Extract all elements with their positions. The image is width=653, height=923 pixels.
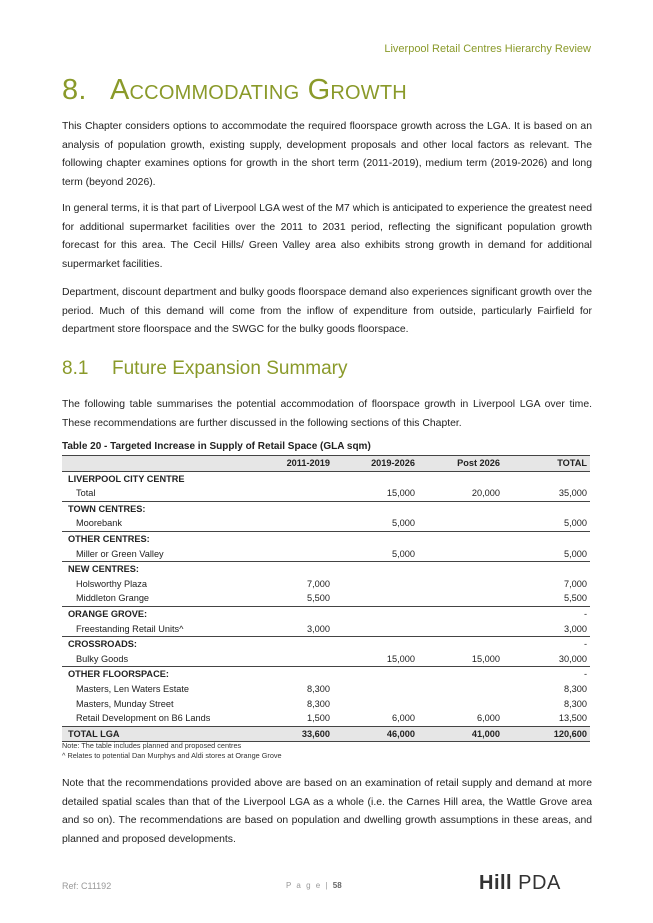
- value-cell: 5,000: [392, 548, 415, 559]
- group-total-cell: [503, 531, 590, 546]
- value-cell: [418, 516, 503, 531]
- table-row: [62, 516, 590, 531]
- value-cell: 5,000: [564, 548, 587, 559]
- intro-paragraph-2: In general terms, it is that part of Liverpool LGA west of the M7 which is anticipated to experience the greatest need for additional supermarket facilities over the 2011 to 2031 period, reflecting the significant population growth forecast for this area. The Cecil Hills/ Green Valley area also exhibits strong growth in demand for additional supermarket facilities.: [62, 203, 592, 270]
- table-group-row: [62, 667, 590, 682]
- empty-cell: [418, 531, 503, 546]
- value-cell: 7,000: [307, 578, 330, 589]
- table-row: [62, 622, 590, 637]
- empty-cell: [248, 637, 333, 652]
- group-total-cell: -: [503, 637, 590, 652]
- hill-pda-logo: [479, 872, 561, 895]
- table-group-row: [62, 562, 590, 577]
- value-cell: [418, 622, 503, 637]
- footer-page-number: [286, 881, 342, 890]
- intro-paragraph-1: This Chapter considers options to accommodate the required floorspace growth across the LGA. It is based on an analysis of population growth, existing supply, development proposals and other local factors as relevant. The following chapter examines options for growth in the short term (2011-2019), medium term (2019-2026) and long term (beyond 2026).: [62, 121, 592, 188]
- table-note-1: Note: The table includes planned and proposed centres: [62, 741, 242, 750]
- value-cell: 3,000: [307, 623, 330, 634]
- header-cell-total: TOTAL: [503, 456, 590, 472]
- table-caption: Table 20 - Targeted Increase in Supply of Retail Space (GLA sqm): [62, 441, 371, 452]
- empty-cell: [333, 471, 418, 486]
- value-cell: 8,300: [564, 698, 587, 709]
- value-cell: [418, 591, 503, 606]
- table-row: [62, 486, 590, 501]
- section-intro-paragraph: The following table summarises the potential accommodation of floorspace growth in Liverpool LGA over time. These recommendations are further discussed in the following sections of this Chapter.: [62, 399, 592, 429]
- value-cell: 5,000: [392, 518, 415, 529]
- logo-bold-text: Hill: [479, 872, 513, 894]
- row-label: Freestanding Retail Units^: [76, 623, 184, 634]
- value-cell: 5,500: [564, 593, 587, 604]
- empty-cell: [418, 501, 503, 516]
- value-cell: [248, 652, 333, 667]
- table-group-row: [62, 637, 590, 652]
- table-header-row: [62, 456, 590, 472]
- footer-reference: Ref: C11192: [62, 881, 112, 891]
- header-cell-blank: [62, 456, 248, 472]
- empty-cell: [333, 667, 418, 682]
- row-label: Total: [76, 488, 96, 499]
- group-label: TOWN CENTRES:: [62, 501, 248, 516]
- value-cell: 15,000: [386, 653, 415, 664]
- row-label: Masters, Len Waters Estate: [76, 683, 190, 694]
- header-cell-2011-2019: 2011-2019: [248, 456, 333, 472]
- table-total-row: [62, 726, 590, 742]
- empty-cell: [333, 501, 418, 516]
- intro-paragraph-3: Department, discount department and bulky goods floorspace demand also experiences significant growth over the period. Much of this demand will come from the inflow of expenditure from outside, particularly Fairfield for department store floorspace and the SWGC for the bulky goods floorspace.: [62, 287, 592, 335]
- row-label: Retail Development on B6 Lands: [76, 713, 211, 724]
- value-cell: [333, 591, 418, 606]
- empty-cell: [333, 606, 418, 621]
- empty-cell: [333, 637, 418, 652]
- table-note-2: ^ Relates to potential Dan Murphys and Aldi stores at Orange Grove: [62, 751, 282, 760]
- closing-paragraph: Note that the recommendations provided above are based on an examination of retail supply and demand at more detailed spatial scales than that of the Liverpool LGA as a whole (i.e. the Carnes Hill area, the Wattle Grove area and so on). The recommendations are based on population and dwelling growth assumptions in these areas, and planned and proposed developments.: [62, 778, 592, 845]
- value-cell: [418, 682, 503, 697]
- group-label: ORANGE GROVE:: [62, 606, 248, 621]
- table-group-row: [62, 471, 590, 486]
- value-cell: [248, 516, 333, 531]
- empty-cell: [418, 606, 503, 621]
- chapter-heading: [62, 74, 407, 107]
- logo-rest-text: PDA: [512, 872, 561, 894]
- value-cell: [418, 547, 503, 562]
- group-total-cell: -: [503, 606, 590, 621]
- group-total-cell: [503, 562, 590, 577]
- table-group-row: [62, 606, 590, 621]
- value-cell: 6,000: [392, 713, 415, 724]
- group-total-cell: [503, 501, 590, 516]
- value-cell: 8,300: [307, 698, 330, 709]
- value-cell: 20,000: [471, 488, 500, 499]
- table-row: [62, 711, 590, 726]
- retail-space-table: [62, 455, 590, 742]
- group-total-cell: -: [503, 667, 590, 682]
- row-label: Middleton Grange: [76, 593, 150, 604]
- empty-cell: [248, 501, 333, 516]
- value-cell: 3,000: [564, 623, 587, 634]
- table-row: [62, 591, 590, 606]
- value-cell: [248, 486, 333, 501]
- empty-cell: [418, 667, 503, 682]
- value-cell: [333, 682, 418, 697]
- group-label: NEW CENTRES:: [62, 562, 248, 577]
- row-label: Miller or Green Valley: [76, 548, 164, 559]
- empty-cell: [248, 471, 333, 486]
- value-cell: 30,000: [558, 653, 587, 664]
- empty-cell: [248, 531, 333, 546]
- chapter-title-text: Accommodating Growth: [110, 74, 407, 106]
- value-cell: 13,500: [558, 713, 587, 724]
- total-label: TOTAL LGA: [62, 726, 248, 742]
- empty-cell: [418, 637, 503, 652]
- empty-cell: [418, 471, 503, 486]
- section-heading: [62, 358, 348, 380]
- table-row: [62, 682, 590, 697]
- value-cell: [333, 577, 418, 592]
- table-row: [62, 652, 590, 667]
- row-label: Moorebank: [76, 518, 122, 529]
- section-number: 8.1: [62, 358, 89, 379]
- section-title-text: Future Expansion Summary: [112, 358, 348, 379]
- value-cell: 6,000: [477, 713, 500, 724]
- group-label: LIVERPOOL CITY CENTRE: [68, 473, 185, 484]
- row-label: Holsworthy Plaza: [76, 578, 147, 589]
- total-value-cell: 33,600: [248, 726, 333, 742]
- total-value-cell: 41,000: [418, 726, 503, 742]
- page-label: P a g e |: [286, 881, 330, 890]
- value-cell: 35,000: [558, 488, 587, 499]
- chapter-number: 8.: [62, 74, 87, 106]
- group-label: OTHER FLOORSPACE:: [62, 667, 248, 682]
- table-row: [62, 697, 590, 712]
- total-value-cell: 46,000: [333, 726, 418, 742]
- value-cell: 5,000: [564, 518, 587, 529]
- table-group-row: [62, 501, 590, 516]
- value-cell: 1,500: [307, 713, 330, 724]
- value-cell: 15,000: [471, 653, 500, 664]
- value-cell: 7,000: [564, 578, 587, 589]
- empty-cell: [333, 531, 418, 546]
- report-header-title: Liverpool Retail Centres Hierarchy Review: [384, 43, 591, 55]
- empty-cell: [248, 667, 333, 682]
- header-cell-2019-2026: 2019-2026: [333, 456, 418, 472]
- value-cell: [418, 577, 503, 592]
- table-row: [62, 547, 590, 562]
- table-group-row: [62, 531, 590, 546]
- empty-cell: [248, 562, 333, 577]
- value-cell: [418, 697, 503, 712]
- table-row: [62, 577, 590, 592]
- empty-cell: [418, 562, 503, 577]
- row-label: Bulky Goods: [76, 653, 129, 664]
- header-cell-post-2026: Post 2026: [418, 456, 503, 472]
- total-value-cell: 120,600: [503, 726, 590, 742]
- value-cell: 8,300: [564, 683, 587, 694]
- value-cell: 15,000: [386, 488, 415, 499]
- group-total-cell: [503, 471, 590, 486]
- page-number: 58: [332, 881, 342, 890]
- empty-cell: [333, 562, 418, 577]
- value-cell: [333, 622, 418, 637]
- value-cell: 8,300: [307, 683, 330, 694]
- group-label: CROSSROADS:: [62, 637, 248, 652]
- value-cell: [248, 547, 333, 562]
- empty-cell: [248, 606, 333, 621]
- value-cell: [333, 697, 418, 712]
- row-label: Masters, Munday Street: [76, 698, 174, 709]
- value-cell: 5,500: [307, 593, 330, 604]
- group-label: OTHER CENTRES:: [62, 531, 248, 546]
